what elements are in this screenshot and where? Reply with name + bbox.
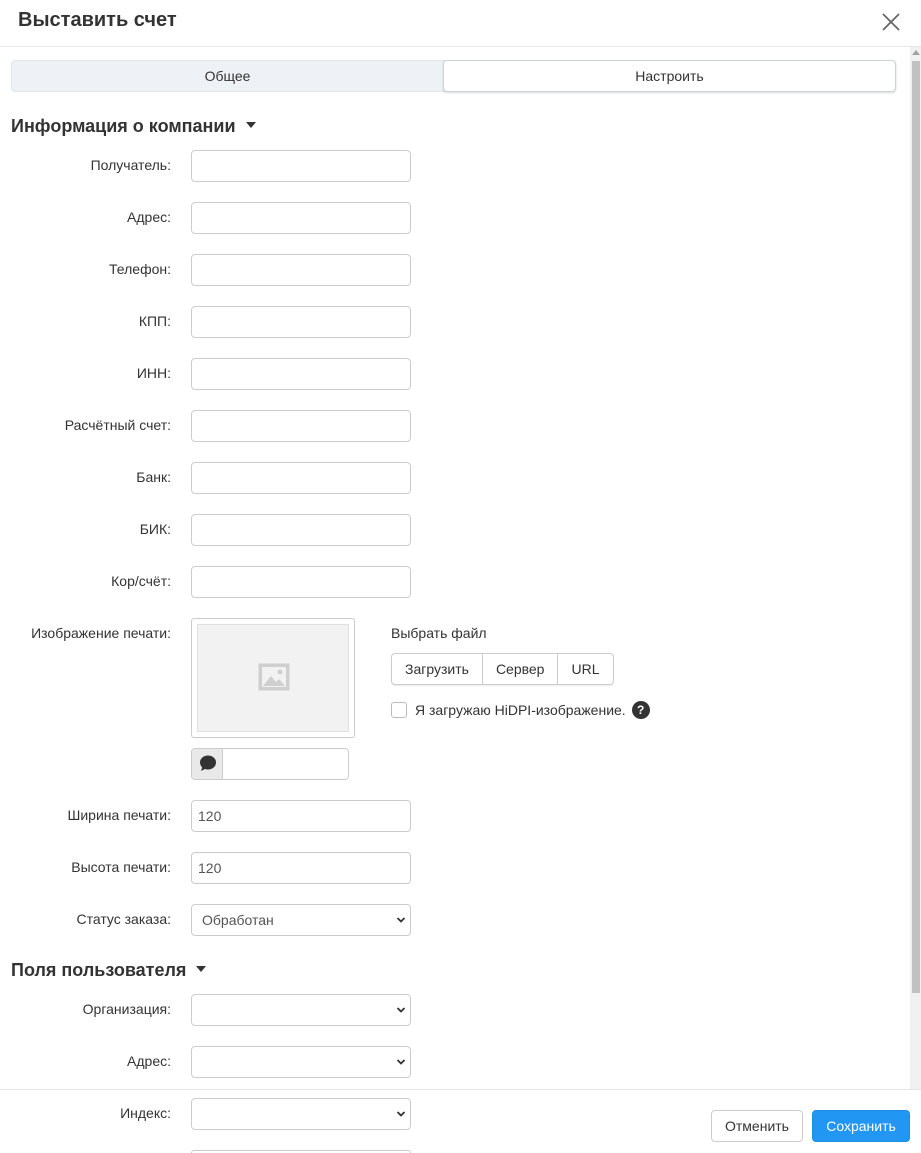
phone-label: Телефон: (109, 261, 171, 277)
bik-input[interactable] (191, 514, 411, 546)
inn-input[interactable] (191, 358, 411, 390)
stamp-image-label: Изображение печати: (31, 625, 171, 641)
order-status-label: Статус заказа: (76, 911, 171, 927)
stamp-width-input[interactable]: 120 (191, 800, 411, 832)
index-label: Индекс: (120, 1105, 171, 1121)
account-input[interactable] (191, 410, 411, 442)
bank-label: Банк: (136, 469, 171, 485)
dialog-header (0, 0, 921, 47)
user-fields-section-header[interactable] (11, 960, 206, 981)
inn-label: ИНН: (136, 365, 171, 381)
company-info-section-header[interactable] (11, 116, 256, 137)
organization-label: Организация: (82, 1001, 171, 1017)
caret-down-icon (246, 122, 256, 128)
section-title: Поля пользователя (11, 960, 187, 980)
account-label: Расчётный счет: (64, 417, 171, 433)
save-button[interactable]: Сохранить (812, 1110, 910, 1142)
scroll-up-arrow-icon[interactable] (912, 50, 920, 55)
tab-settings[interactable]: Настроить (443, 60, 896, 92)
stamp-alt-text-group (191, 748, 349, 780)
bik-label: БИК: (139, 521, 171, 537)
cancel-button[interactable]: Отменить (711, 1110, 803, 1142)
chevron-down-icon (396, 915, 406, 925)
order-status-value: Обработан (202, 912, 274, 928)
vertical-scrollbar[interactable] (910, 47, 921, 1089)
upload-button-group (391, 653, 614, 685)
bank-input[interactable] (191, 462, 411, 494)
close-icon[interactable] (880, 11, 902, 33)
stamp-alt-input[interactable] (224, 749, 349, 779)
section-title: Информация о компании (11, 116, 236, 136)
address-input[interactable] (191, 202, 411, 234)
recipient-input[interactable] (191, 150, 411, 182)
order-status-select[interactable] (191, 904, 411, 936)
stamp-image-preview[interactable] (191, 618, 355, 738)
dialog-title: Выставить счет (18, 9, 177, 31)
corr-account-label: Кор/счёт: (111, 573, 171, 589)
url-button[interactable]: URL (571, 661, 600, 677)
stamp-width-label: Ширина печати: (67, 807, 171, 823)
tab-bar (11, 60, 896, 92)
help-icon[interactable]: ? (632, 701, 650, 719)
index-select[interactable] (191, 1098, 411, 1130)
chevron-down-icon (396, 1005, 406, 1015)
stamp-height-label: Высота печати: (71, 859, 171, 875)
tab-general[interactable]: Общее (204, 68, 251, 84)
kpp-label: КПП: (138, 313, 171, 329)
speech-bubble-icon (198, 754, 217, 773)
address-label: Адрес: (127, 209, 171, 225)
image-placeholder-icon (258, 663, 290, 691)
organization-select[interactable] (191, 994, 411, 1026)
caret-down-icon (196, 966, 206, 972)
kpp-input[interactable] (191, 306, 411, 338)
chevron-down-icon (396, 1109, 406, 1119)
recipient-label: Получатель: (90, 157, 171, 173)
user-address-select[interactable] (191, 1046, 411, 1078)
comment-addon (192, 749, 223, 779)
corr-account-input[interactable] (191, 566, 411, 598)
hidpi-option (391, 701, 650, 719)
upload-button[interactable]: Загрузить (392, 654, 483, 684)
stamp-height-input[interactable]: 120 (191, 852, 411, 884)
hidpi-label[interactable]: Я загружаю HiDPI-изображение. (415, 702, 626, 718)
hidpi-checkbox[interactable] (391, 702, 407, 718)
phone-input[interactable] (191, 254, 411, 286)
stamp-image-placeholder (197, 624, 349, 732)
user-address-label: Адрес: (127, 1053, 171, 1069)
choose-file-label: Выбрать файл (391, 625, 487, 641)
scrollbar-thumb[interactable] (912, 61, 920, 993)
chevron-down-icon (396, 1057, 406, 1067)
server-button[interactable]: Сервер (483, 654, 559, 684)
